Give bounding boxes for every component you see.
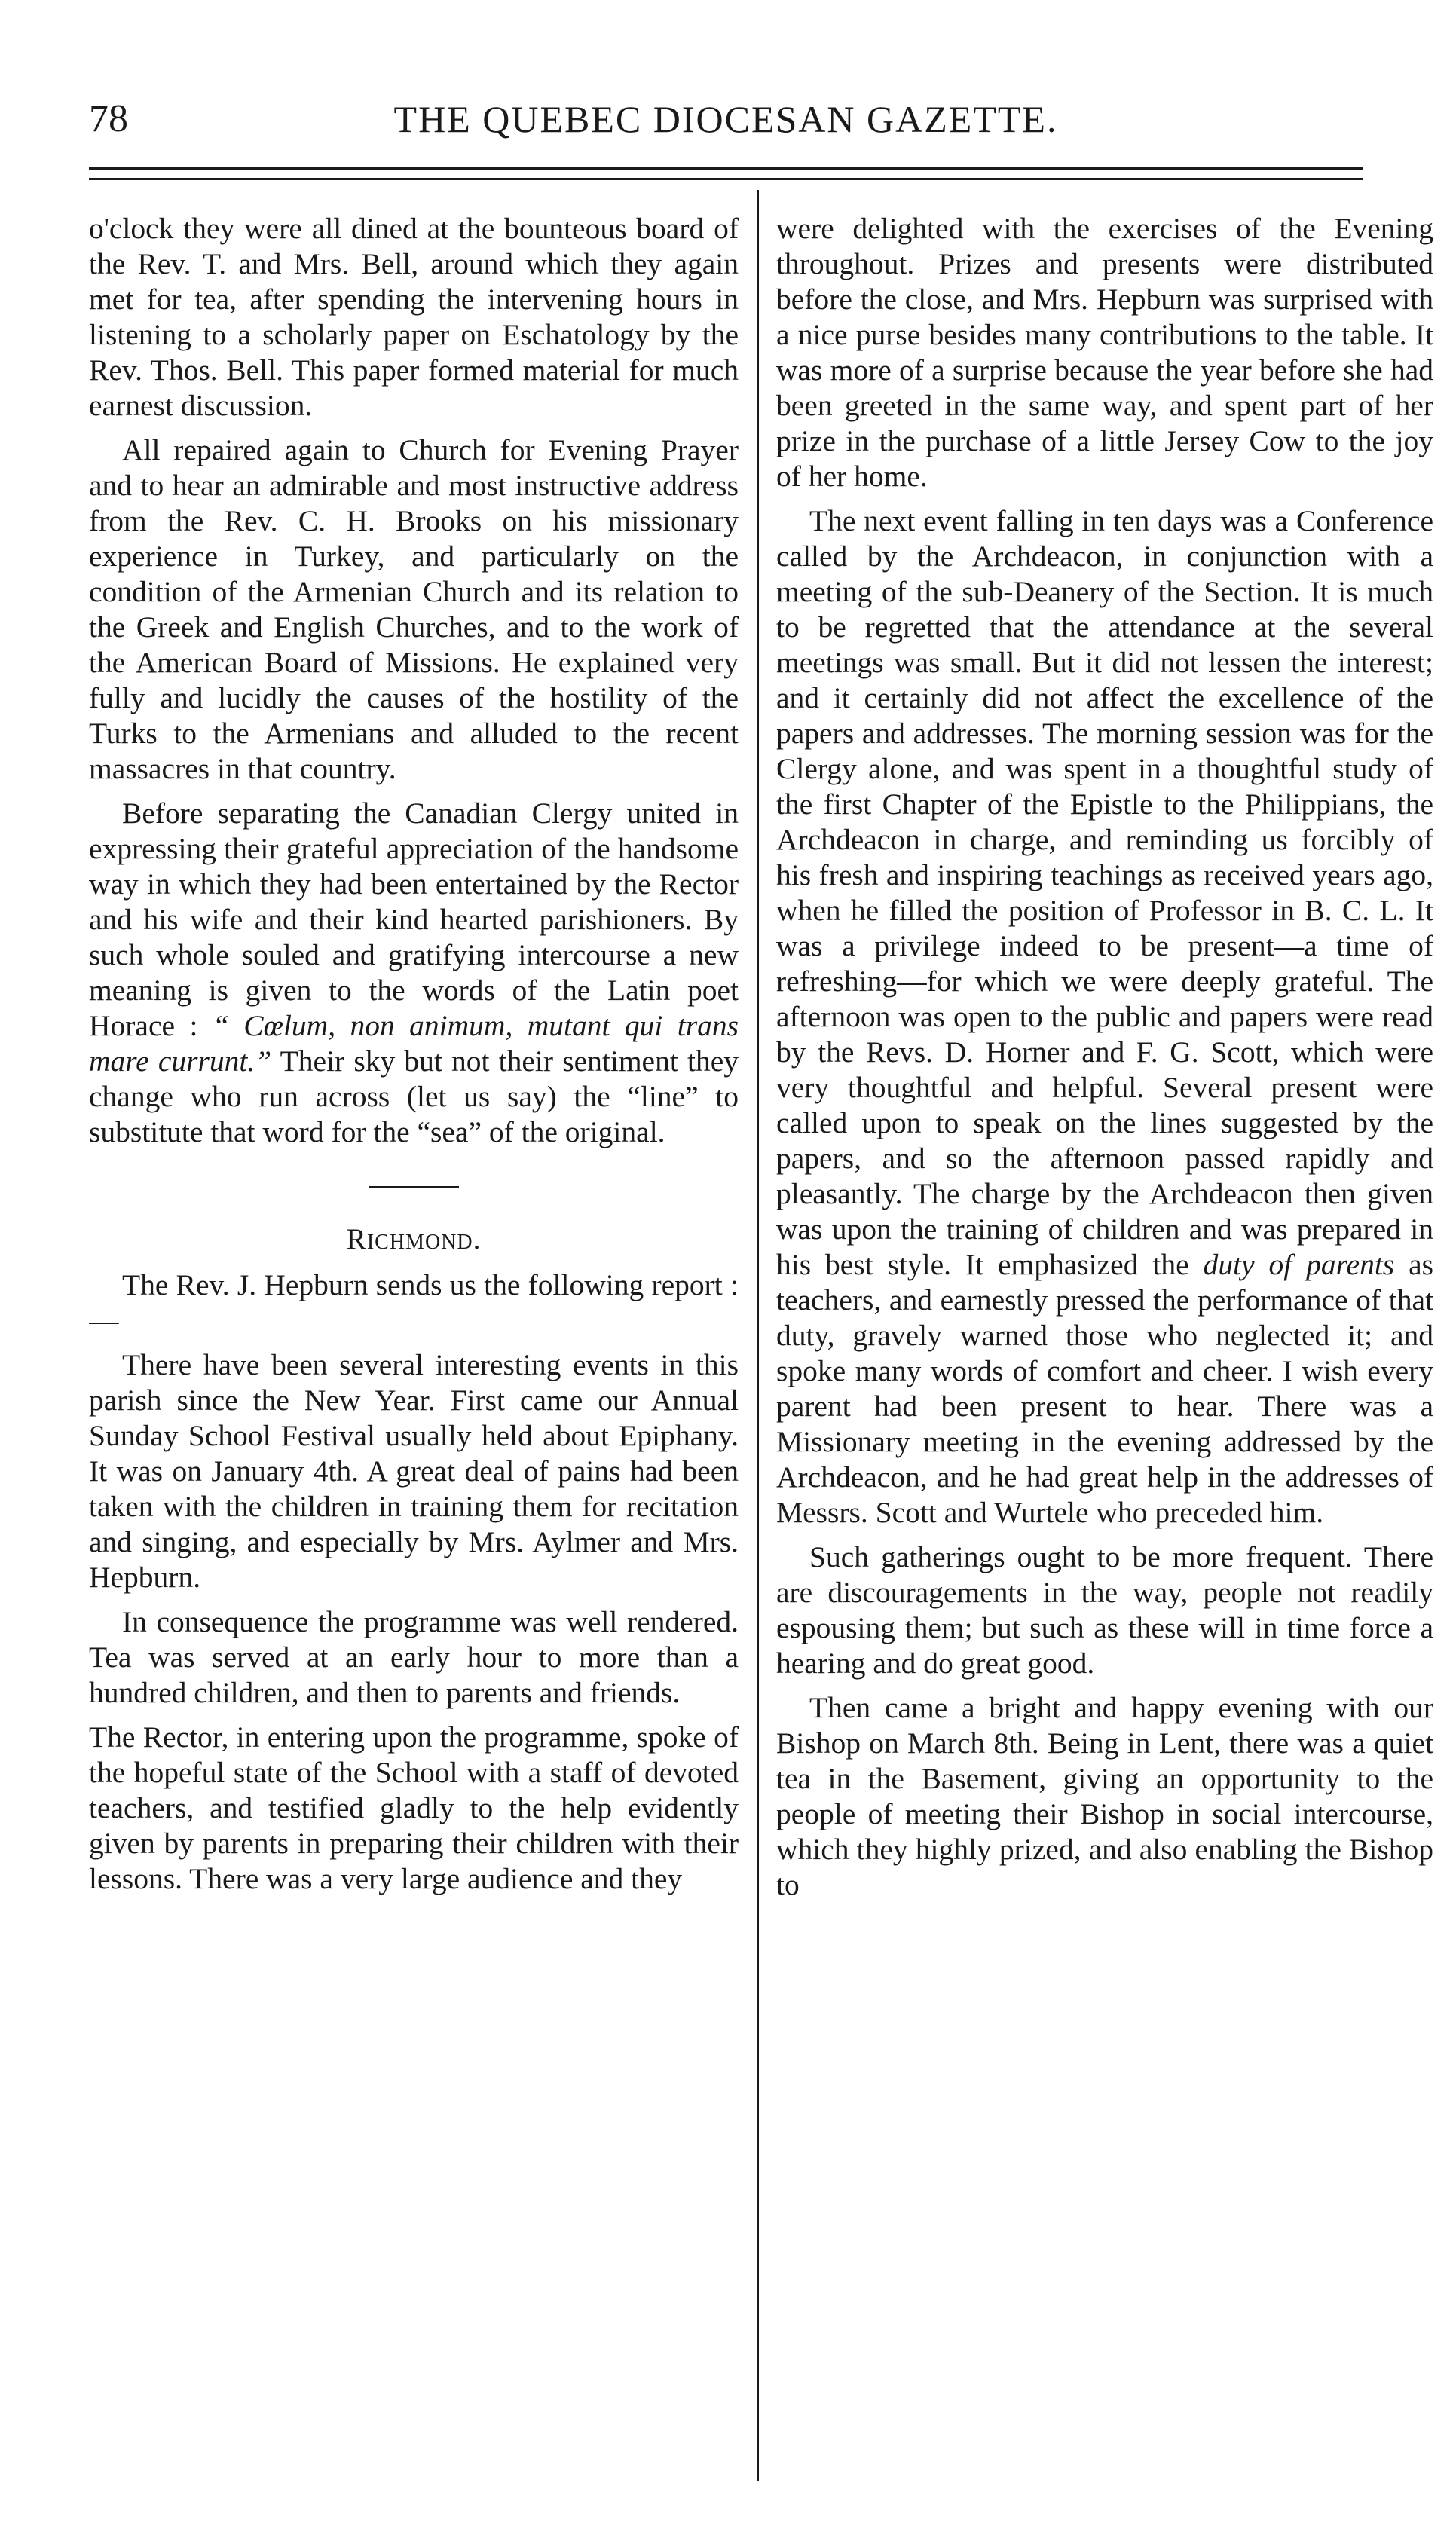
page-number: 78 <box>89 97 128 140</box>
paragraph: The Rev. J. Hepburn sends us the following report :— <box>89 1268 739 1337</box>
running-head: THE QUEBEC DIOCESAN GAZETTE. <box>393 98 1058 140</box>
header-rule-bottom <box>89 178 1363 180</box>
left-column <box>89 211 739 2517</box>
section-title: Richmond. <box>346 1222 482 1255</box>
paragraph: In consequence the programme was well rendered. Tea was served at an early hour to more than a hundred children, and then to parents and friends. <box>89 1605 739 1709</box>
paragraph-text: The next event falling in ten days was a Conference called by the Archdeacon, in conjunction with a meeting of the sub-Deanery of the Section. It is much to be regretted that the attendance at the several meetings was small. But it did not lessen the interest; and it certainly did not affect the excellence of the papers and addresses. The morning session was for the Clergy alone, and was spent in a thoughtful study of the first Chapter of the Epistle to the Philippians, the Archdeacon in charge, and reminding us forcibly of his fresh and inspiring teachings as received years ago, when he filled the position of Professor in B. C. L. It was a privilege indeed to be present—a time of refreshing—for which we were deeply grateful. The afternoon was open to the public and papers were read by the Revs. D. Horner and F. G. Scott, which were very thoughtful and helpful. Several present were called upon to speak on the lines suggested by the papers, and so the afternoon passed rapidly and pleasantly. The charge by the Archdeacon then given was upon the training of children and was prepared in his best style. It emphasized the <box>776 504 1433 1281</box>
paragraph-text: as teachers, and earnestly pressed the performance of that duty, gravely warned those who neglected it; and spoke many words of comfort and cheer. I wish every parent had been present to hear. There was a Missionary meeting in the evening addressed by the Archdeacon, and he had great help in the addresses of Messrs. Scott and Wurtele who preceded him. <box>776 1248 1433 1529</box>
paragraph: o'clock they were all dined at the bounteous board of the Rev. T. and Mrs. Bell, around which they again met for tea, after spending the intervening hours in listening to a scholarly paper on Eschatology by the Rev. Thos. Bell. This paper formed material for much earnest discussion. <box>89 212 739 422</box>
paragraph-text: Their sky but not their sentiment they change who run across (let us say) the “line” to substitute that word for the “sea” of the original. <box>89 1044 739 1148</box>
paragraph: were delighted with the exercises of the Evening throughout. Prizes and presents were distributed before the close, and Mrs. Hepburn was surprised with a nice purse besides many contributions to the table. It was more of a surprise because the year before she had been greeted in the same way, and spent part of her prize in the purchase of a little Jersey Cow to the joy of her home. <box>776 212 1433 493</box>
paragraph: There have been several interesting events in this parish since the New Year. First came our Annual Sunday School Festival usually held about Epiphany. It was on January 4th. A great deal of pains had been taken with the children in training them for recitation and singing, and especially by Mrs. Aylmer and Mrs. Hepburn. <box>89 1348 739 1594</box>
right-column <box>776 211 1433 2517</box>
paragraph <box>776 503 1433 1531</box>
column-divider <box>757 190 759 2481</box>
paragraph: The Rector, in entering upon the programme, spoke of the hopeful state of the School with a staff of devoted teachers, and testified gladly to the help evidently given by parents in preparing their children with their lessons. There was a very large audience and they <box>89 1720 739 1895</box>
paragraph-text: Before separating the Canadian Clergy united in expressing their grateful appreciation of the handsome way in which they had been entertained by the Rector and his wife and their kind hearted parishioners. By such whole souled and gratifying intercourse a new meaning is given to the words of the Latin poet Horace : <box>89 797 739 1042</box>
section-divider <box>369 1186 459 1188</box>
paragraph <box>89 796 739 1150</box>
header-rule-top <box>89 167 1363 170</box>
page-header <box>89 89 1363 149</box>
paragraph: All repaired again to Church for Evening Prayer and to hear an admirable and most instructive address from the Rev. C. H. Brooks on his missionary experience in Turkey, and particularly on the condition of the Armenian Church and its relation to the Greek and English Churches, and to the work of the American Board of Missions. He explained very fully and lucidly the causes of the hostility of the Turks to the Armenians and alluded to the recent massacres in that country. <box>89 433 739 785</box>
italic-phrase: duty of parents <box>1203 1248 1395 1281</box>
paragraph: Then came a bright and happy evening with our Bishop on March 8th. Being in Lent, there was a quiet tea in the Basement, giving an opportunity to the people of meeting their Bishop in social intercourse, which they highly prized, and also enabling the Bishop to <box>776 1691 1433 1901</box>
paragraph: Such gatherings ought to be more frequent. There are discouragements in the way, people not readily espousing them; but such as these will in time force a hearing and do great good. <box>776 1540 1433 1680</box>
latin-quote: “ Cœlum, non animum, mutant qui trans mare currunt.” <box>89 1009 739 1078</box>
